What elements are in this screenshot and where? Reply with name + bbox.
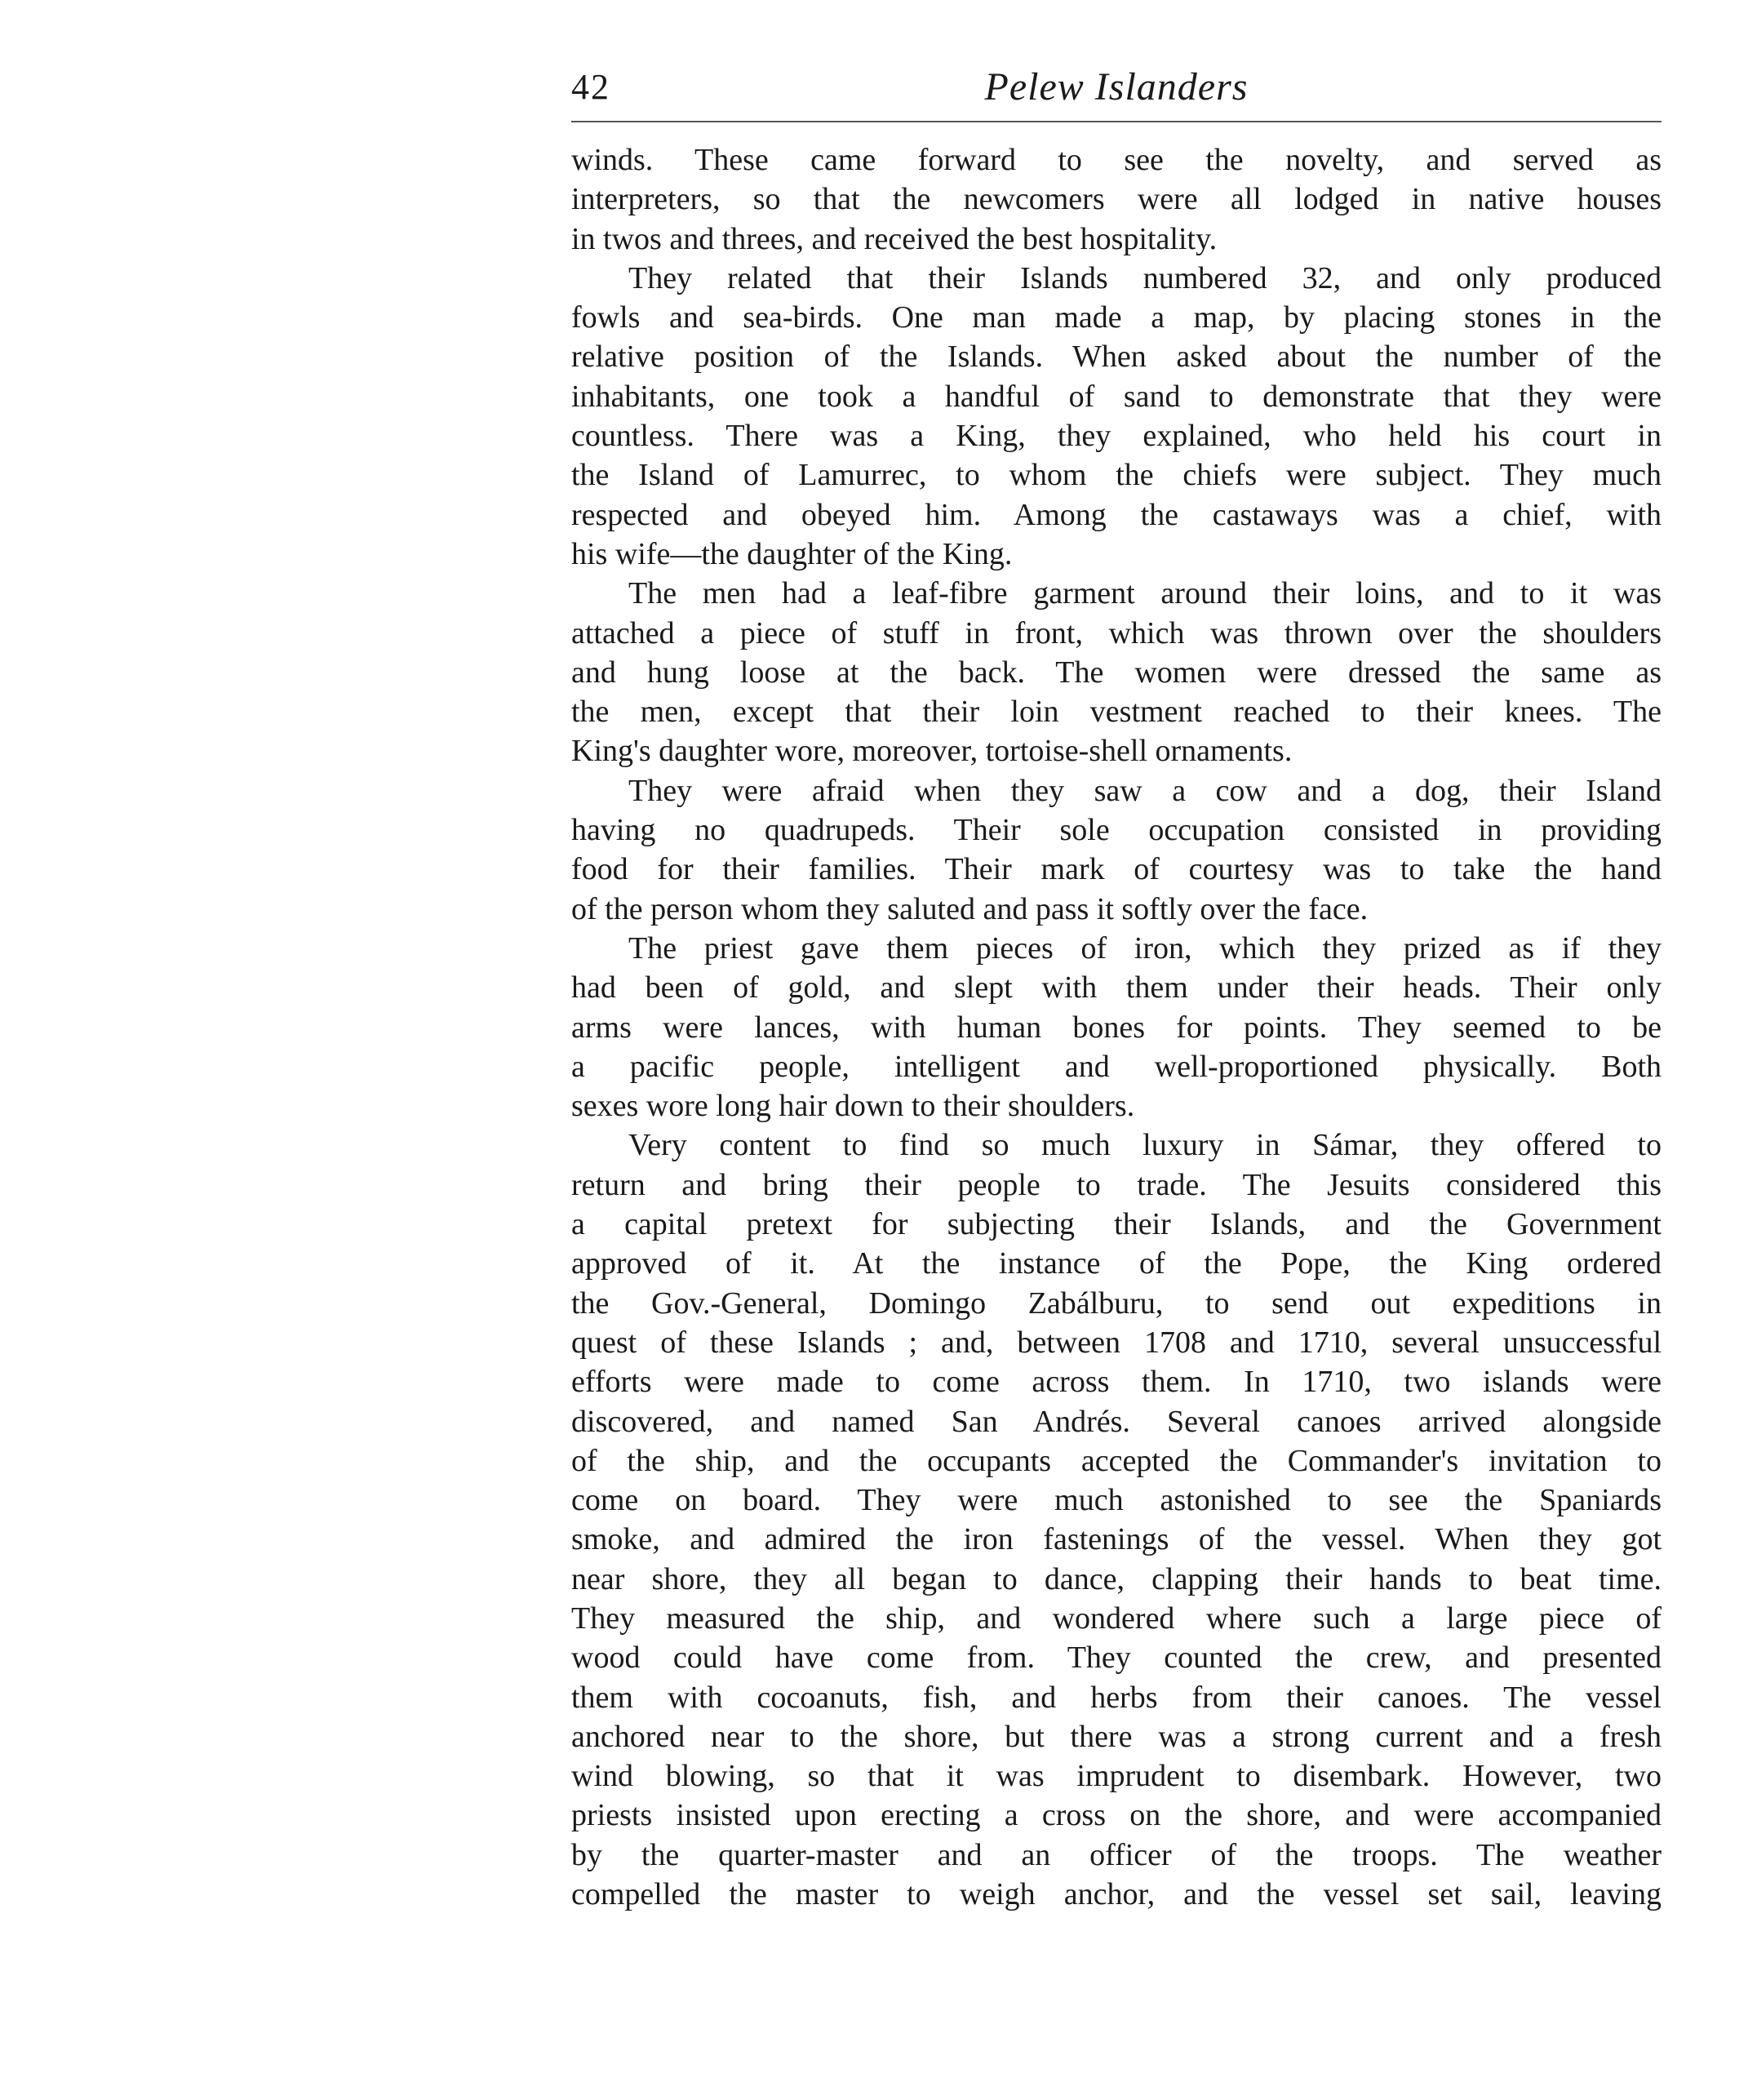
text-line: They measured the ship, and wondered where such a large piece of bbox=[571, 1601, 1662, 1636]
text-line: had been of gold, and slept with them under their heads. Their only bbox=[571, 970, 1662, 1006]
text-line: interpreters, so that the newcomers were all lodged in native houses bbox=[571, 182, 1662, 217]
text-line: the men, except that their loin vestment reached to their knees. The bbox=[571, 695, 1662, 730]
text-line: The men had a leaf-fibre garment around their loins, and to it was bbox=[628, 576, 1662, 611]
paragraph bbox=[571, 574, 1662, 770]
text-line: They were afraid when they saw a cow and a dog, their Island bbox=[628, 773, 1662, 808]
text-line: a pacific people, intelligent and well-proportioned physically. Both bbox=[571, 1049, 1662, 1084]
text-line: of the ship, and the occupants accepted the Commander's invitation to bbox=[571, 1443, 1662, 1478]
text-line: them with cocoanuts, fish, and herbs from their canoes. The vessel bbox=[571, 1680, 1662, 1715]
text-line: having no quadrupeds. Their sole occupation consisted in providing bbox=[571, 813, 1662, 848]
text-line: King's daughter wore, moreover, tortoise-shell ornaments. bbox=[571, 734, 1293, 769]
text-line: food for their families. Their mark of courtesy was to take the hand bbox=[571, 852, 1662, 887]
text-line: wood could have come from. They counted the crew, and presented bbox=[571, 1640, 1662, 1676]
text-line: by the quarter-master and an officer of the troops. The weather bbox=[571, 1837, 1662, 1872]
text-line: inhabitants, one took a handful of sand to demonstrate that they were bbox=[571, 379, 1662, 414]
text-line: sexes wore long hair down to their shoulders. bbox=[571, 1089, 1135, 1124]
text-line: a capital pretext for subjecting their Islands, and the Government bbox=[571, 1207, 1662, 1242]
paragraph bbox=[571, 1125, 1662, 1914]
text-line: respected and obeyed him. Among the castaways was a chief, with bbox=[571, 497, 1662, 532]
text-line: winds. These came forward to see the novelty, and served as bbox=[571, 143, 1662, 177]
text-line: fowls and sea-birds. One man made a map, by placing stones in the bbox=[571, 300, 1662, 335]
paragraph bbox=[571, 929, 1662, 1125]
text-line: return and bring their people to trade. The Jesuits considered this bbox=[571, 1167, 1662, 1202]
text-line: and hung loose at the back. The women were dressed the same as bbox=[571, 655, 1662, 690]
text-line: relative position of the Islands. When asked about the number of the bbox=[571, 340, 1662, 375]
body-text bbox=[571, 140, 1662, 1914]
text-line: anchored near to the shore, but there was a strong current and a fresh bbox=[571, 1719, 1662, 1754]
text-line: priests insisted upon erecting a cross on the shore, and were accompanied bbox=[571, 1798, 1662, 1833]
text-line: his wife—the daughter of the King. bbox=[571, 536, 1013, 571]
text-line: Very content to find so much luxury in Sámar, they offered to bbox=[628, 1128, 1662, 1163]
header-rule bbox=[571, 121, 1662, 122]
text-line: the Island of Lamurrec, to whom the chiefs were subject. They much bbox=[571, 458, 1662, 493]
text-line: approved of it. At the instance of the Pope, the King ordered bbox=[571, 1246, 1662, 1281]
paragraph bbox=[571, 140, 1662, 259]
page-number: 42 bbox=[571, 67, 610, 107]
text-line: quest of these Islands ; and, between 1708 and 1710, several unsuccessful bbox=[571, 1325, 1662, 1360]
running-title: Pelew Islanders bbox=[984, 65, 1249, 109]
text-line: efforts were made to come across them. In 1710, two islands were bbox=[571, 1365, 1662, 1400]
text-line: the Gov.-General, Domingo Zabálburu, to send out expeditions in bbox=[571, 1285, 1662, 1321]
text-line: They related that their Islands numbered 32, and only produced bbox=[628, 260, 1662, 295]
text-line: smoke, and admired the iron fastenings of the vessel. When they got bbox=[571, 1522, 1662, 1557]
text-line: discovered, and named San Andrés. Several canoes arrived alongside bbox=[571, 1404, 1662, 1439]
text-line: attached a piece of stuff in front, which was thrown over the shoulders bbox=[571, 615, 1662, 650]
text-line: of the person whom they saluted and pass it softly over the face. bbox=[571, 891, 1369, 926]
text-line: The priest gave them pieces of iron, which they prized as if they bbox=[628, 930, 1662, 966]
paragraph bbox=[571, 771, 1662, 929]
text-line: countless. There was a King, they explained, who held his court in bbox=[571, 419, 1662, 454]
text-line: come on board. They were much astonished to see the Spaniards bbox=[571, 1483, 1662, 1518]
text-line: compelled the master to weigh anchor, and the vessel set sail, leaving bbox=[571, 1877, 1662, 1912]
text-line: in twos and threes, and received the best hospitality. bbox=[571, 221, 1218, 256]
text-line: arms were lances, with human bones for points. They seemed to be bbox=[571, 1010, 1662, 1045]
running-head bbox=[571, 59, 1662, 116]
text-line: near shore, they all began to dance, clapping their hands to beat time. bbox=[571, 1561, 1662, 1596]
paragraph bbox=[571, 259, 1662, 574]
text-line: wind blowing, so that it was imprudent to disembark. However, two bbox=[571, 1759, 1662, 1794]
